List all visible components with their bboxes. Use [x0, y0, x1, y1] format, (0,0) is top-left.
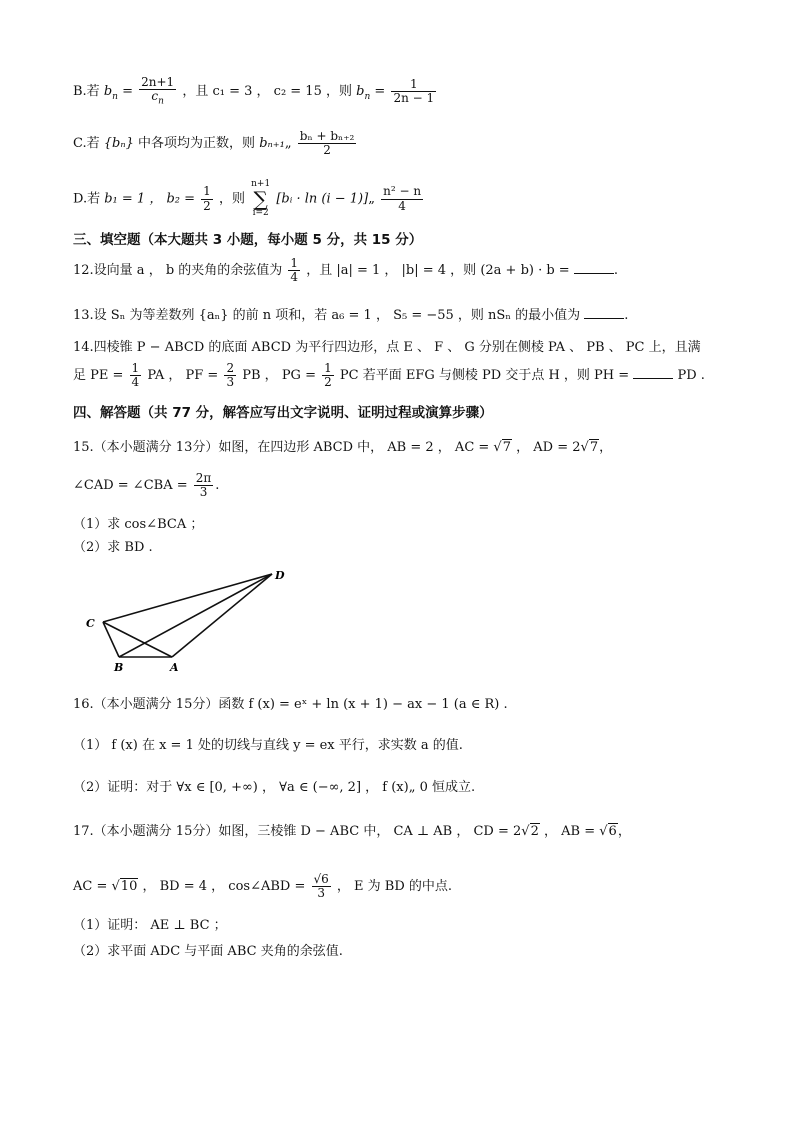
question-15-part-1: （1）求 cos∠BCA ； [73, 517, 204, 532]
fraction: $\frac{\text{n² − n}}{4}$ [383, 184, 422, 213]
question-15-line-2: ∠CAD = ∠CBA = $\frac{2\pi}{3}$ . [73, 471, 220, 500]
vertex-label-c: C [86, 617, 95, 630]
fraction: $\frac{√6}{3}$ [313, 872, 329, 901]
question-17-line-1: 17.（本小题满分 15分）如图，三棱锥 D − ABC 中， CA ⊥ AB ， CD = 2√2 ， AB = √6， [73, 824, 631, 839]
option-b: B.若 $b_n$ = $\frac{2n+1}{c_n}$ ，且 c₁ = 3 ， c₂ = 15 ，则 $b_n$ = $\frac{1}{2n - 1}$ [73, 75, 435, 107]
option-d: D.若 b₁ = 1 ， b₂ = $\frac{1}{2}$ ，则 n+1 ∑ i=2 [bᵢ · ln (i − 1)]„ $\frac{\text{n² − n}}{4}$ [73, 179, 422, 218]
vertex-label-d: D [275, 569, 285, 582]
question-12: 12.设向量 a ， b 的夹角的余弦值为 $\frac{1}{4}$ ，且 |a| = 1 ， |b| = 4 ，则 (2a + b) · b = . [73, 256, 618, 285]
question-16-part-1: （1） f (x) 在 x = 1 处的切线与直线 y = ex 平行，求实数 a 的值. [73, 738, 463, 753]
fraction: $\frac{1}{2n - 1}$ [393, 77, 435, 106]
fraction: $\frac{\text{bₙ + bₙ₊₂}}{2}$ [299, 129, 355, 158]
summation-symbol: n+1 ∑ i=2 [251, 179, 271, 218]
fraction: $\frac{1}{4}$ [131, 361, 140, 390]
question-17-line-2: AC = √10 ， BD = 4 ， cos∠ABD = $\frac{√6}{3}$ ， E 为 BD 的中点. [73, 872, 453, 901]
question-15-line-1: 15.（本小题满分 13分）如图，在四边形 ABCD 中， AB = 2 ， AC = √7 ， AD = 2√7， [73, 440, 613, 455]
question-13: 13.设 Sₙ 为等差数列 {aₙ} 的前 n 项和，若 a₆ = 1 ， S₅ = −55 ，则 nSₙ 的最小值为 . [73, 308, 629, 323]
answer-blank[interactable] [633, 366, 673, 379]
vertex-label-a: A [170, 661, 179, 674]
question-14-line-1: 14.四棱锥 P − ABCD 的底面 ABCD 为平行四边形，点 E 、 F 、 G 分别在侧棱 PA 、 PB 、 PC 上，且满 [73, 340, 701, 355]
question-16: 16.（本小题满分 15分）函数 f (x) = eˣ + ln (x + 1) − ax − 1 (a ∈ R) . [73, 697, 508, 712]
answer-blank[interactable] [574, 261, 614, 274]
section-heading-solutions: 四、解答题（共 77 分，解答应写出文字说明、证明过程或演算步骤） [73, 405, 493, 421]
fraction: $\frac{1}{2}$ [324, 361, 332, 390]
question-14-line-2: 足 PE = $\frac{1}{4}$ PA ， PF = $\frac{2}{3}$ PB ， PG = $\frac{1}{2}$ PC 若平面 EFG 与侧棱 PD 交于点 H ，则 PH = PD . [73, 361, 705, 390]
section-heading-fill-in: 三、填空题（本大题共 3 小题，每小题 5 分，共 15 分） [73, 232, 423, 248]
fraction: $\frac{2}{3}$ [226, 361, 235, 390]
fraction: $\frac{2\pi}{3}$ [195, 471, 212, 500]
vertex-label-b: B [114, 661, 124, 674]
question-15-part-2: （2）求 BD . [73, 540, 153, 555]
fraction: $\frac{1}{2}$ [203, 184, 211, 213]
fraction: $\frac{1}{4}$ [290, 256, 299, 285]
question-17-part-1: （1）证明： AE ⊥ BC ； [73, 918, 227, 933]
option-c: C.若 {bₙ} 中各项均为正数，则 bₙ₊₁„ $\frac{\text{bₙ + bₙ₊₂}}{2}$ [73, 129, 355, 158]
question-17-part-2: （2）求平面 ADC 与平面 ABC 夹角的余弦值. [73, 944, 343, 959]
quadrilateral-figure [76, 565, 296, 675]
question-16-part-2: （2）证明：对于 ∀x ∈ [0, +∞) ， ∀a ∈ (−∞, 2] ， f (x)„ 0 恒成立. [73, 780, 476, 795]
answer-blank[interactable] [584, 306, 624, 319]
fraction: $\frac{2n+1}{c_n}$ [141, 75, 175, 107]
